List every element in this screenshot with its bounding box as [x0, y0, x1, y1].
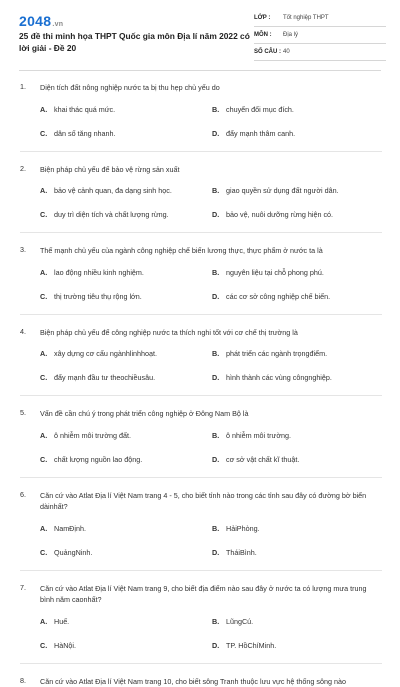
option-letter: A.: [40, 524, 54, 534]
option-d[interactable]: [212, 292, 384, 302]
option-text: phát triển các ngành trọngđiểm.: [226, 349, 327, 358]
question-text: Diện tích đất nông nghiệp nước ta bị thu hẹp chủ yếu do: [40, 82, 382, 94]
site-logo[interactable]: [19, 13, 63, 29]
question-divider: [20, 232, 382, 233]
option-letter: C.: [40, 292, 54, 302]
option-letter: A.: [40, 105, 54, 115]
option-a[interactable]: [40, 524, 212, 534]
option-text: lao động nhiều kinh nghiệm.: [54, 268, 144, 277]
option-letter: D.: [212, 548, 226, 558]
header-divider: [19, 70, 381, 71]
question-number: 2.: [20, 164, 26, 173]
option-d[interactable]: [212, 455, 384, 465]
option-a[interactable]: [40, 268, 212, 278]
option-letter: A.: [40, 617, 54, 627]
answer-options: [40, 524, 382, 558]
logo-text: 2048: [19, 13, 51, 29]
option-a[interactable]: [40, 431, 212, 441]
option-b[interactable]: [212, 524, 384, 534]
option-text: HàNội.: [54, 641, 76, 650]
option-letter: A.: [40, 186, 54, 196]
option-c[interactable]: [40, 641, 212, 651]
question-divider: [20, 663, 382, 664]
option-d[interactable]: [212, 129, 384, 139]
question-2: [0, 164, 400, 221]
option-letter: B.: [212, 617, 226, 627]
question-text: Căn cứ vào Atlat Địa lí Việt Nam trang 10, cho biết sông Tranh thuộc lưu vực hệ thống sông nào: [40, 676, 382, 687]
answer-options: [40, 349, 382, 383]
meta-label: MÔN :: [254, 32, 272, 38]
question-number: 1.: [20, 82, 26, 91]
option-d[interactable]: [212, 641, 384, 651]
option-letter: A.: [40, 431, 54, 441]
option-text: HảiPhòng.: [226, 524, 260, 533]
option-text: bảo vệ, nuôi dưỡng rừng hiện có.: [226, 210, 333, 219]
option-letter: A.: [40, 349, 54, 359]
option-text: hình thành các vùng côngnghiệp.: [226, 373, 332, 382]
option-letter: D.: [212, 210, 226, 220]
option-b[interactable]: [212, 617, 384, 627]
option-c[interactable]: [40, 455, 212, 465]
option-text: duy trì diện tích và chất lượng rừng.: [54, 210, 169, 219]
question-7: [0, 583, 400, 651]
option-text: đẩy mạnh đầu tư theochiềusâu.: [54, 373, 155, 382]
question-text: Thế mạnh chủ yếu của ngành công nghiệp chế biến lương thực, thực phẩm ở nước ta là: [40, 245, 382, 257]
option-a[interactable]: [40, 186, 212, 196]
question-number: 3.: [20, 245, 26, 254]
option-letter: C.: [40, 548, 54, 558]
question-5: [0, 408, 400, 465]
question-divider: [20, 477, 382, 478]
question-divider: [20, 395, 382, 396]
question-number: 6.: [20, 490, 26, 499]
option-a[interactable]: [40, 349, 212, 359]
meta-row-class: [254, 10, 386, 27]
meta-label: SỐ CÂU :: [254, 49, 281, 55]
option-letter: B.: [212, 268, 226, 278]
option-text: TháiBình.: [226, 548, 257, 557]
option-text: LũngCú.: [226, 617, 253, 626]
question-3: [0, 245, 400, 302]
option-text: dân số tăng nhanh.: [54, 129, 116, 138]
question-number: 5.: [20, 408, 26, 417]
option-text: ô nhiễm môi trường.: [226, 431, 291, 440]
question-number: 4.: [20, 327, 26, 336]
answer-options: [40, 105, 382, 139]
option-letter: A.: [40, 268, 54, 278]
question-text: Biện pháp chủ yếu để bảo vệ rừng sản xuất: [40, 164, 382, 176]
page-header: [0, 0, 400, 64]
option-text: NamĐịnh.: [54, 524, 86, 533]
option-letter: C.: [40, 373, 54, 383]
question-number: 7.: [20, 583, 26, 592]
option-letter: D.: [212, 373, 226, 383]
question-6: [0, 490, 400, 558]
option-a[interactable]: [40, 617, 212, 627]
question-list: [0, 82, 400, 687]
meta-value: 40: [283, 49, 290, 55]
option-letter: C.: [40, 129, 54, 139]
option-b[interactable]: [212, 349, 384, 359]
option-text: Huế.: [54, 617, 69, 626]
option-b[interactable]: [212, 431, 384, 441]
option-letter: B.: [212, 105, 226, 115]
option-text: bảo vệ cảnh quan, đa dạng sinh học.: [54, 186, 172, 195]
option-letter: D.: [212, 129, 226, 139]
option-d[interactable]: [212, 373, 384, 383]
option-d[interactable]: [212, 548, 384, 558]
option-letter: B.: [212, 349, 226, 359]
option-letter: D.: [212, 292, 226, 302]
option-a[interactable]: [40, 105, 212, 115]
meta-row-count: [254, 44, 386, 61]
option-c[interactable]: [40, 129, 212, 139]
question-divider: [20, 570, 382, 571]
document-title: 25 đề thi minh họa THPT Quốc gia môn Địa lí năm 2022 có lời giải - Đề 20: [19, 30, 251, 54]
option-b[interactable]: [212, 186, 384, 196]
option-text: chất lượng nguồn lao động.: [54, 455, 142, 464]
logo-domain: .vn: [52, 21, 63, 28]
option-letter: C.: [40, 210, 54, 220]
option-text: đẩy mạnh thâm canh.: [226, 129, 295, 138]
option-text: xây dựng cơ cấu ngànhlinhhoạt.: [54, 349, 157, 358]
option-letter: C.: [40, 641, 54, 651]
option-c[interactable]: [40, 373, 212, 383]
option-letter: B.: [212, 186, 226, 196]
option-text: giao quyền sử dụng đất người dân.: [226, 186, 339, 195]
answer-options: [40, 431, 382, 465]
option-b[interactable]: [212, 268, 384, 278]
option-letter: C.: [40, 455, 54, 465]
option-letter: D.: [212, 641, 226, 651]
option-letter: B.: [212, 524, 226, 534]
option-text: cơ sở vật chất kĩ thuật.: [226, 455, 299, 464]
answer-options: [40, 617, 382, 651]
question-number: 8.: [20, 676, 26, 685]
option-text: ô nhiễm môi trường đất.: [54, 431, 131, 440]
meta-value: Tốt nghiệp THPT: [283, 15, 329, 21]
option-text: QuảngNinh.: [54, 548, 92, 557]
option-c[interactable]: [40, 548, 212, 558]
exam-meta: [254, 10, 386, 61]
question-divider: [20, 314, 382, 315]
meta-row-subject: [254, 27, 386, 44]
question-text: Vấn đề cần chú ý trong phát triển công nghiệp ở Đông Nam Bộ là: [40, 408, 382, 420]
answer-options: [40, 268, 382, 302]
meta-label: LỚP :: [254, 15, 270, 21]
option-text: nguyên liệu tại chỗ phong phú.: [226, 268, 324, 277]
question-1: [0, 82, 400, 139]
question-divider: [20, 151, 382, 152]
option-c[interactable]: [40, 210, 212, 220]
option-text: các cơ sở công nghiệp chế biến.: [226, 292, 330, 301]
question-8: [0, 676, 400, 687]
question-text: Căn cứ vào Atlat Địa lí Việt Nam trang 4 - 5, cho biết tỉnh nào trong các tỉnh sau đây có đường bờ biển dàinhất?: [40, 490, 382, 513]
option-text: thị trường tiêu thụ rộng lớn.: [54, 292, 142, 301]
question-4: [0, 327, 400, 384]
option-text: khai thác quá mức.: [54, 105, 115, 114]
option-letter: D.: [212, 455, 226, 465]
meta-value: Địa lý: [283, 32, 298, 38]
option-text: TP. HồChíMinh.: [226, 641, 276, 650]
question-text: Biện pháp chủ yếu để công nghiệp nước ta thích nghi tốt với cơ chế thị trường là: [40, 327, 382, 339]
option-text: chuyển đổi mục đích.: [226, 105, 294, 114]
option-c[interactable]: [40, 292, 212, 302]
option-b[interactable]: [212, 105, 384, 115]
answer-options: [40, 186, 382, 220]
question-text: Căn cứ vào Atlat Địa lí Việt Nam trang 9, cho biết địa điểm nào sau đây ở nước ta có lượng mưa trung bình năm caonhất?: [40, 583, 382, 606]
option-letter: B.: [212, 431, 226, 441]
option-d[interactable]: [212, 210, 384, 220]
